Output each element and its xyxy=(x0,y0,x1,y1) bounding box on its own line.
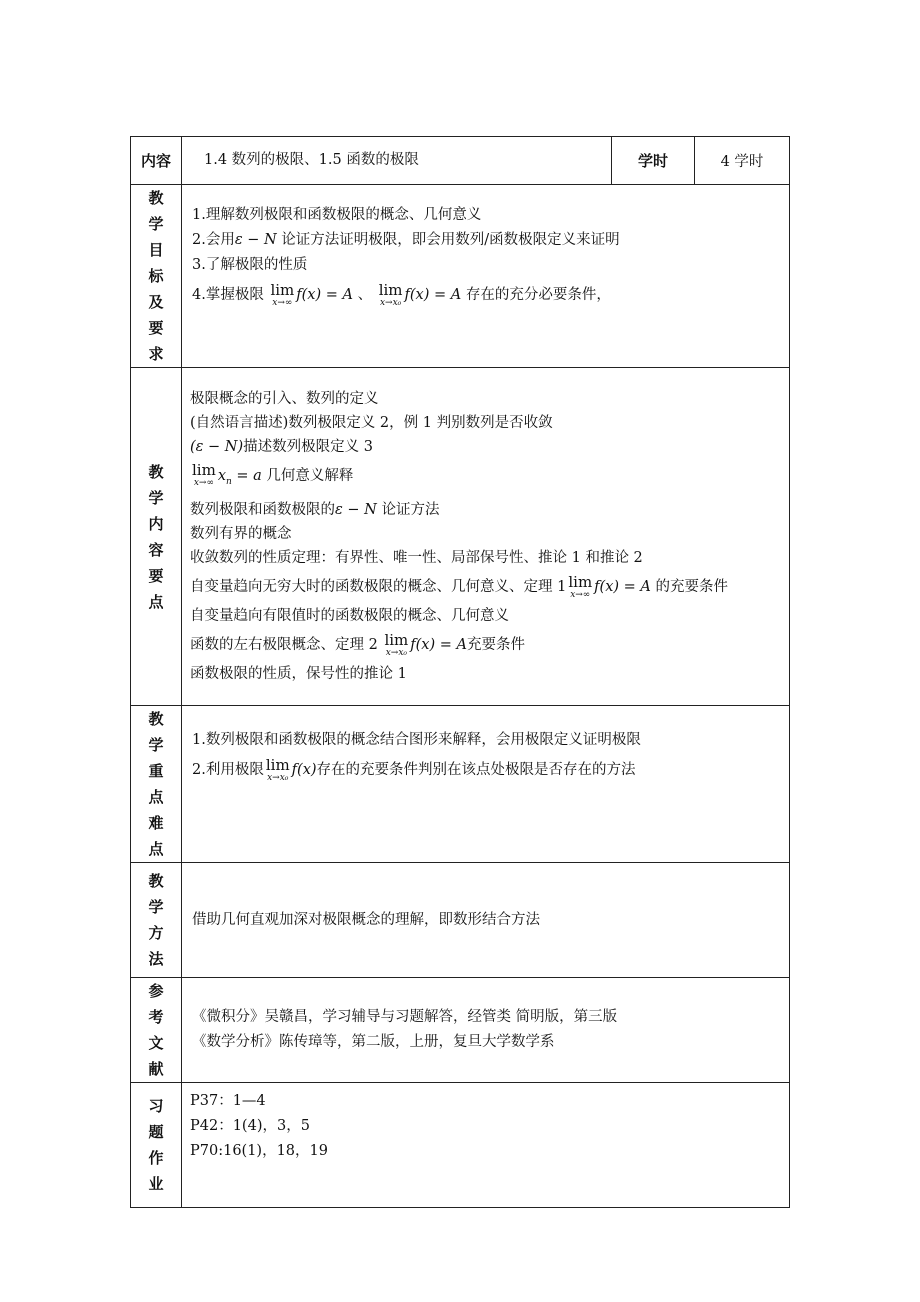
difficulties-label: 教 学 重 点 难 点 xyxy=(131,706,182,863)
objectives-row xyxy=(131,185,790,368)
header-row xyxy=(131,137,790,185)
reference-item: 《数学分析》陈传璋等，第二版，上册，复旦大学数学系 xyxy=(192,1034,555,1050)
homework-label: 习 题 作 业 xyxy=(131,1083,182,1208)
content-label: 内容 xyxy=(131,137,182,185)
homework-item: P70:16(1)，18，19 xyxy=(190,1143,328,1159)
lesson-plan-table xyxy=(130,136,790,1208)
homework-row xyxy=(131,1083,790,1208)
content-value: 1.4 数列的极限、1.5 函数的极限 xyxy=(182,137,612,185)
content-line: 数列极限和函数极限的ε − N 论证方法 xyxy=(190,502,440,519)
limit-expression: lim x→x₀ xyxy=(378,280,403,308)
content-line: 极限概念的引入、数列的定义 xyxy=(190,390,379,407)
references-row xyxy=(131,978,790,1083)
references-label: 参 考 文 献 xyxy=(131,978,182,1083)
objective-item: 1.理解数列极限和函数极限的概念、几何意义 xyxy=(192,207,482,223)
hours-label: 学时 xyxy=(612,137,695,185)
objectives-label: 教 学 目 标 及 要 求 xyxy=(131,185,182,368)
key-content-row xyxy=(131,368,790,706)
objective-item: 2.会用ε − N 论证方法证明极限，即会用数列/函数极限定义来证明 xyxy=(192,232,620,248)
limit-expression: lim x→∞ xyxy=(270,280,295,308)
objective-item: 3.了解极限的性质 xyxy=(192,257,308,273)
homework-item: P42：1(4)，3，5 xyxy=(190,1118,310,1134)
method-row xyxy=(131,863,790,978)
objective-item: 4.掌握极限 lim x→∞ f(x) = A 、 lim x→x₀ f(x) = A 存在的充分必要条件， xyxy=(192,280,611,308)
references-content xyxy=(182,978,790,1083)
content-line: 收敛数列的性质定理：有界性、唯一性、局部保号性、推论 1 和推论 2 xyxy=(190,550,643,567)
limit-expression: lim x→∞ xyxy=(568,572,593,600)
key-content-label: 教 学 内 容 要 点 xyxy=(131,368,182,706)
reference-item: 《微积分》吴赣昌，学习辅导与习题解答，经管类 简明版，第三版 xyxy=(192,1009,618,1025)
difficulty-line: 2.利用极限 lim x→x₀ f(x)存在的充要条件判别在该点处极限是否存在的方法 xyxy=(192,755,636,783)
content-line: 函数的左右极限概念、定理 2 lim x→x₀ f(x) = A充要条件 xyxy=(190,630,525,658)
limit-expression: lim x→x₀ xyxy=(265,755,290,783)
key-content-content xyxy=(182,368,790,706)
method-content: 借助几何直观加深对极限概念的理解，即数形结合方法 xyxy=(182,863,790,978)
content-line: 自变量趋向无穷大时的函数极限的概念、几何意义、定理 1 lim x→∞ f(x) = A 的充要条件 xyxy=(190,572,728,600)
difficulty-line: 1.数列极限和函数极限的概念结合图形来解释，会用极限定义证明极限 xyxy=(192,732,641,748)
hours-value: 4 学时 xyxy=(695,137,790,185)
method-label: 教 学 方 法 xyxy=(131,863,182,978)
content-line: (自然语言描述)数列极限定义 2，例 1 判别数列是否收敛 xyxy=(190,414,553,431)
content-line: 函数极限的性质，保号性的推论 1 xyxy=(190,666,407,683)
homework-content xyxy=(182,1083,790,1208)
homework-item: P37：1—4 xyxy=(190,1093,266,1109)
content-line: 自变量趋向有限值时的函数极限的概念、几何意义 xyxy=(190,608,509,625)
limit-expression: lim x→∞ xyxy=(192,461,216,489)
limit-expression: lim x→x₀ xyxy=(384,630,409,658)
content-line: 数列有界的概念 xyxy=(190,526,292,543)
difficulties-content xyxy=(182,706,790,863)
difficulties-row xyxy=(131,706,790,863)
objectives-content xyxy=(182,185,790,368)
content-line: lim x→∞ $x_n = a$ 几何意义解释 xyxy=(192,461,354,489)
content-line: (ε − N)描述数列极限定义 3 xyxy=(190,438,373,455)
